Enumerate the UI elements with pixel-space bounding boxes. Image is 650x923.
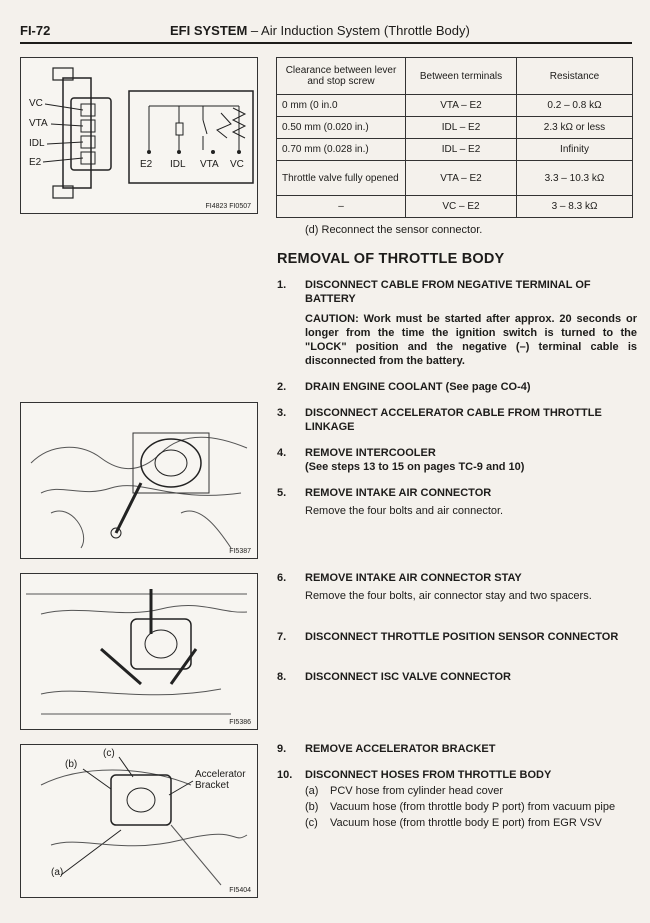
step-number: 10. [277, 769, 293, 781]
column-header: Resistance [517, 58, 633, 95]
table-cell: 3.3 – 10.3 kΩ [517, 161, 633, 196]
table-cell: Infinity [517, 139, 633, 161]
step-heading: REMOVE ACCELERATOR BRACKET [305, 743, 496, 755]
section-title: REMOVAL OF THROTTLE BODY [277, 251, 505, 267]
sub-step-text: Vacuum hose (from throttle body P port) from vacuum pipe [330, 801, 616, 813]
step-number: 6. [277, 572, 287, 584]
table-cell: 0.2 – 0.8 kΩ [517, 95, 633, 117]
step-6 [277, 571, 637, 603]
step-number: 5. [277, 487, 287, 499]
step-heading: DISCONNECT CABLE FROM NEGATIVE TERMINAL OF BATTERY [305, 279, 591, 305]
step-3 [277, 406, 637, 434]
sub-step-label: (c) [305, 817, 318, 829]
table-cell: 2.3 kΩ or less [517, 117, 633, 139]
table-cell: – [277, 196, 406, 218]
accelerator-bracket-illustration [20, 744, 258, 898]
page-header [20, 22, 632, 44]
terminal-label-vta: VTA [200, 159, 219, 170]
table-cell: 3 – 8.3 kΩ [517, 196, 633, 218]
step-heading: DRAIN ENGINE COOLANT (See page CO-4) [305, 381, 531, 393]
table-cell: IDL – E2 [406, 117, 517, 139]
sub-step-c [305, 816, 637, 830]
connector-drawing [21, 58, 257, 213]
table-row [277, 117, 633, 139]
step-heading: REMOVE INTAKE AIR CONNECTOR STAY [305, 572, 522, 584]
table-cell: Throttle valve fully opened [277, 161, 406, 196]
table-cell: VTA – E2 [406, 161, 517, 196]
illustration-drawing [21, 574, 257, 729]
step-heading: DISCONNECT HOSES FROM THROTTLE BODY [305, 769, 552, 781]
step-number: 9. [277, 743, 287, 755]
step-body: Remove the four bolts, air connector stay and two spacers. [305, 590, 592, 602]
connector-diagram [20, 57, 258, 214]
step-2 [277, 380, 637, 394]
table-row [277, 95, 633, 117]
step-7 [277, 630, 637, 644]
column-header: Clearance between lever and stop screw [277, 58, 406, 95]
step-1 [277, 278, 637, 368]
terminal-label-vc: VC [230, 159, 244, 170]
step-heading-note: (See steps 13 to 15 on pages TC-9 and 10) [305, 461, 525, 473]
sub-step-label: (a) [305, 785, 319, 797]
title-subtitle: – Air Induction System (Throttle Body) [247, 23, 470, 38]
callout-c: (c) [103, 748, 115, 759]
connector-label-vc: VC [29, 98, 43, 109]
sub-step-text: Vacuum hose (from throttle body E port) from EGR VSV [330, 817, 602, 829]
sub-step-a [305, 784, 637, 798]
table-row [277, 139, 633, 161]
table-cell: 0.50 mm (0.020 in.) [277, 117, 406, 139]
table-cell: 0.70 mm (0.028 in.) [277, 139, 406, 161]
step-10 [277, 768, 637, 830]
table-cell: VTA – E2 [406, 95, 517, 117]
step-8 [277, 670, 637, 684]
table-cell: IDL – E2 [406, 139, 517, 161]
system-name: EFI SYSTEM [170, 23, 248, 38]
step-number: 3. [277, 407, 287, 419]
sub-step-b [305, 800, 637, 814]
table-row [277, 196, 633, 218]
step-heading: DISCONNECT ACCELERATOR CABLE FROM THROTTLE LINKAGE [305, 407, 602, 433]
step-4 [277, 446, 637, 474]
connector-label-idl: IDL [29, 138, 45, 149]
caution-text: CAUTION: Work must be started after approx. 20 seconds or longer from the time the ignition switch is turned to the "LOCK" position and the negative (–) terminal cable is disconnected from the battery. [305, 313, 637, 367]
sub-step-text: PCV hose from cylinder head cover [330, 785, 504, 797]
callout-b: (b) [65, 759, 78, 770]
terminal-label-idl: IDL [170, 159, 186, 170]
step-number: 4. [277, 447, 287, 459]
figure-code: FI5387 [229, 548, 251, 555]
step-number: 1. [277, 279, 287, 291]
step-body: Remove the four bolts and air connector. [305, 505, 504, 517]
step-number: 8. [277, 671, 287, 683]
figure-code: FI5404 [229, 887, 251, 894]
air-connector-stay-illustration [20, 573, 258, 730]
callout-a: (a) [51, 867, 64, 878]
connector-label-vta: VTA [29, 118, 48, 129]
table-header-row [277, 58, 633, 95]
step-number: 7. [277, 631, 287, 643]
step-9 [277, 742, 637, 756]
figure-code: FI4823 FI0507 [205, 203, 251, 210]
page-title [170, 23, 470, 38]
column-header: Between terminals [406, 58, 517, 95]
figure-code: FI5386 [229, 719, 251, 726]
callout-accelerator-bracket: Accelerator Bracket [195, 769, 246, 791]
resistance-table [276, 57, 633, 218]
throttle-linkage-illustration [20, 402, 258, 559]
step-5 [277, 486, 637, 518]
table-cell: 0 mm (0 in.0 [277, 95, 406, 117]
table-row [277, 161, 633, 196]
page-number: FI-72 [20, 23, 51, 38]
step-heading: REMOVE INTERCOOLER [305, 447, 436, 459]
step-d-text: (d) Reconnect the sensor connector. [305, 224, 483, 236]
step-heading: DISCONNECT ISC VALVE CONNECTOR [305, 671, 511, 683]
step-number: 2. [277, 381, 287, 393]
sub-step-label: (b) [305, 801, 319, 813]
terminal-label-e2: E2 [140, 159, 153, 170]
illustration-drawing [21, 403, 257, 558]
table-cell: VC – E2 [406, 196, 517, 218]
step-heading: DISCONNECT THROTTLE POSITION SENSOR CONNECTOR [305, 631, 619, 643]
step-heading: REMOVE INTAKE AIR CONNECTOR [305, 487, 492, 499]
connector-label-e2: E2 [29, 157, 42, 168]
